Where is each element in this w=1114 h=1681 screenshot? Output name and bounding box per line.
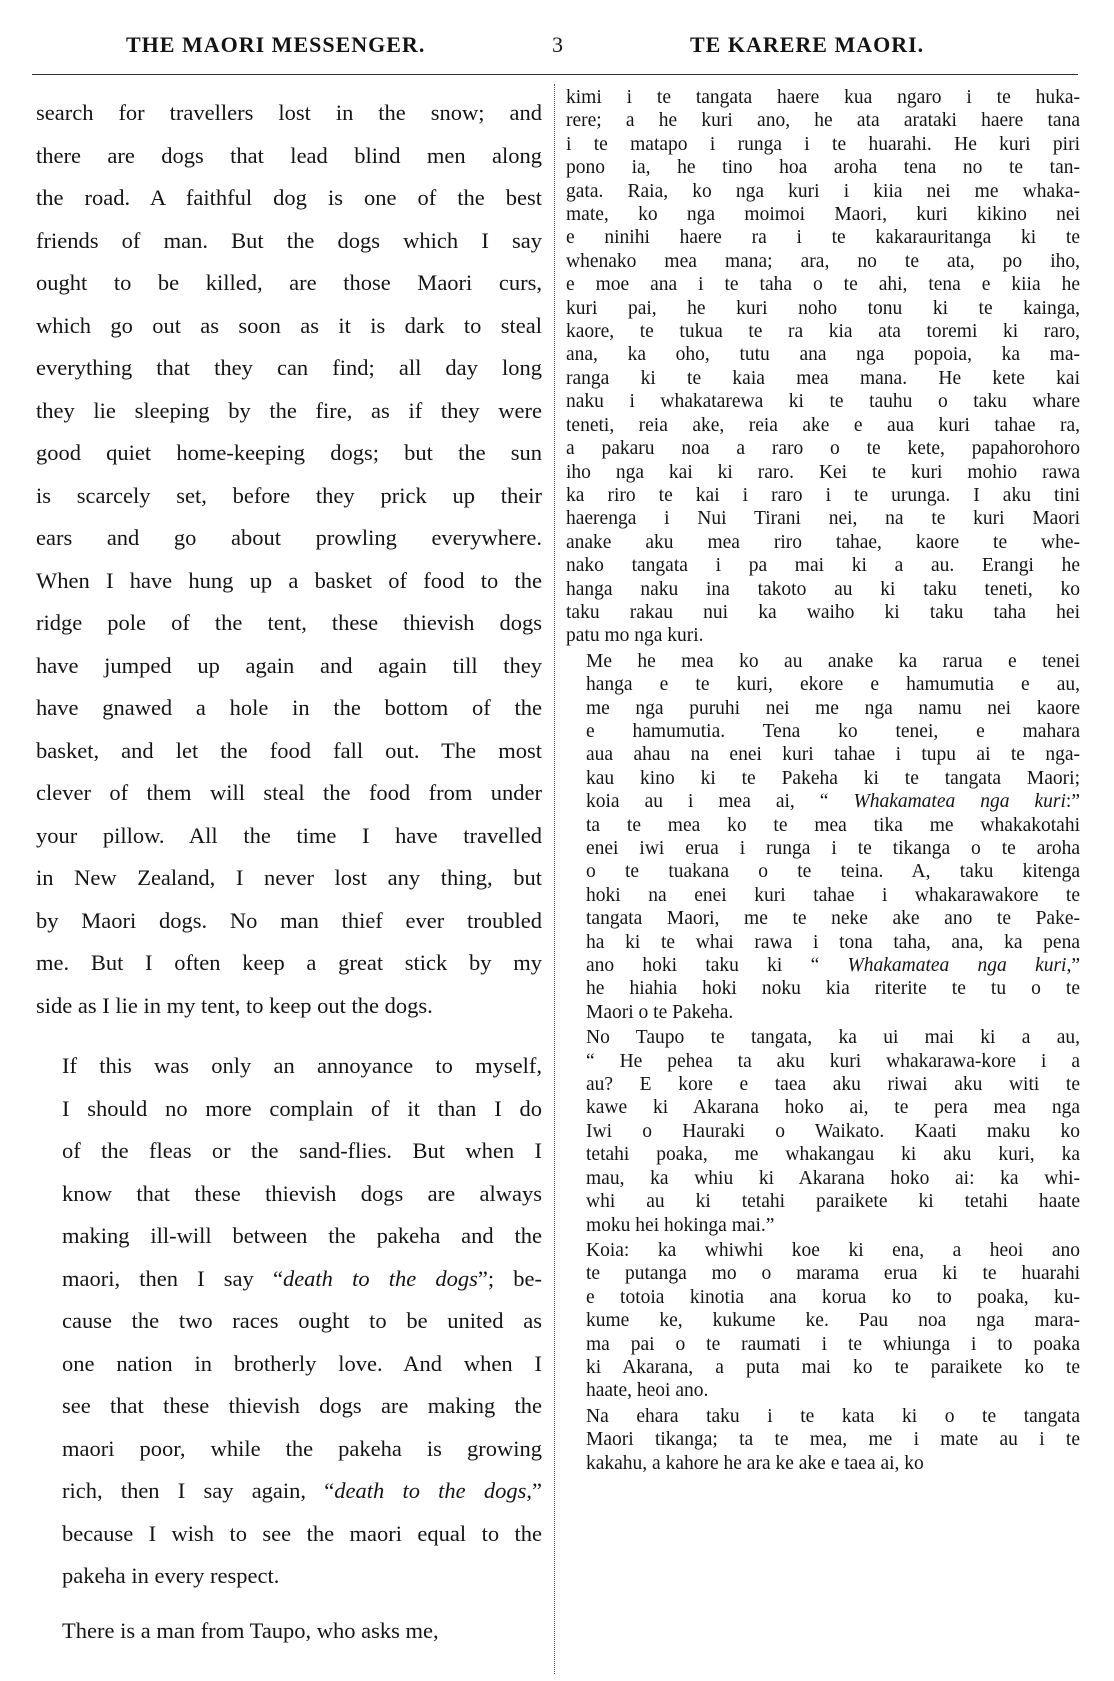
- text-line: have jumped up again and again till they: [36, 652, 542, 678]
- text-line: rich, then I say again, “death to the dogs,”: [62, 1478, 543, 1503]
- text-line: kume ke, kukume ke. Pau noa nga mara-: [586, 1310, 1080, 1332]
- text-line: No Taupo te tangata, ka ui mai ki a au,: [586, 1027, 1080, 1049]
- text-line: nako tangata i pa mai ki a au. Erangi he: [566, 555, 1080, 577]
- header-rule: [32, 74, 1078, 75]
- text-line: e totoia kinotia ana korua ko to poaka, ku-: [586, 1286, 1080, 1308]
- text-line: mate, ko nga moimoi Maori, kuri kikino nei: [566, 204, 1080, 226]
- text-line: hanga e te kuri, ekore e hamumutia e au,: [586, 674, 1080, 696]
- text-line: patu mo nga kuri.: [566, 625, 704, 647]
- text-line: au? E kore e taea aku riwai aku witi te: [586, 1074, 1080, 1096]
- text-line: i te matapo i runga i te huarahi. He kuri piri: [566, 133, 1080, 155]
- text-line: see that these thievish dogs are making the: [62, 1393, 542, 1418]
- text-line: Koia: ka whiwhi koe ki ena, a heoi ano: [586, 1239, 1080, 1261]
- text-line: ha ki te whai rawa i tona taha, ana, ka pena: [586, 931, 1080, 953]
- text-line: hoki na enei kuri tahae i whakarawakore te: [586, 884, 1080, 906]
- text-line: clever of them will steal the food from under: [36, 780, 542, 805]
- text-line: basket, and let the food fall out. The most: [36, 737, 542, 763]
- text-line: kakahu, a kahore he ara ke ake e taea ai, ko: [586, 1452, 924, 1474]
- text-line: a pakaru noa a raro o te kete, papahorohoro: [566, 438, 1080, 460]
- english-masthead: THE MAORI MESSENGER.: [126, 32, 426, 57]
- text-line: have gnawed a hole in the bottom of the: [36, 695, 542, 720]
- text-line: whi au ki tetahi paraikete ki tetahi haate: [586, 1191, 1080, 1213]
- text-line: Me he mea ko au anake ka rarua e tenei: [586, 650, 1080, 672]
- text-line: te putanga mo o marama erua ki te huarahi: [586, 1263, 1080, 1285]
- text-line: kawe ki Akarana hoko ai, te pera mea nga: [586, 1097, 1080, 1119]
- text-line: kaore, te tukua te ra kia ata toremi ki raro,: [566, 321, 1080, 343]
- text-line: which go out as soon as it is dark to steal: [36, 312, 542, 338]
- text-line: cause the two races ought to be united as: [62, 1308, 542, 1333]
- text-line: teneti, reia ake, reia ake e aua kuri tahae ra,: [566, 414, 1080, 436]
- text-line: maori, then I say “death to the dogs”; be-: [62, 1265, 543, 1291]
- text-line: whenako mea mana; ara, no te ata, po iho,: [566, 250, 1080, 272]
- text-line: know that these thievish dogs are always: [62, 1180, 542, 1206]
- right-column-paragraph: [566, 86, 1080, 648]
- text-line: Na ehara taku i te kata ki o te tangata: [586, 1405, 1080, 1427]
- text-line: mau, ka whiu ki Akarana hoko ai: ka whi-: [586, 1167, 1080, 1189]
- text-line: side as I lie in my tent, to keep out the dogs.: [36, 992, 433, 1018]
- text-line: tangata Maori, me te neke ake ano te Pake-: [586, 908, 1080, 930]
- text-line: I should no more complain of it than I do: [62, 1095, 542, 1121]
- text-line: pakeha in every respect.: [62, 1563, 280, 1588]
- text-line: kuri pai, he kuri noho tonu ki te kainga,: [566, 297, 1080, 319]
- text-line: gata. Raia, ko nga kuri i kiia nei me whaka-: [566, 180, 1080, 202]
- text-line: Iwi o Hauraki o Waikato. Kaati maku ko: [586, 1120, 1080, 1142]
- text-line: ridge pole of the tent, these thievish dogs: [36, 610, 542, 635]
- text-line: good quiet home-keeping dogs; but the sun: [36, 440, 542, 465]
- right-column-paragraph: [566, 1239, 1080, 1403]
- left-column-paragraph: [36, 1610, 542, 1653]
- text-line: Maori tikanga; ta te mea, me i mate au i te: [586, 1429, 1080, 1451]
- text-line: ma pai o te raumati i te whiunga i to poaka: [586, 1333, 1080, 1355]
- text-line: naku i whakatarewa ki te tauhu o taku whare: [566, 391, 1080, 413]
- text-line: rere; a he kuri ano, he ata arataki haere tana: [566, 110, 1080, 132]
- text-line: taku rakau nui ka waiho ki taku taha hei: [566, 601, 1080, 623]
- text-line: tetahi poaka, me whakangau ki aku kuri, ka: [586, 1144, 1080, 1166]
- text-line: e hamumutia. Tena ko tenei, e mahara: [586, 720, 1080, 742]
- text-line: ranga ki te kaia mea mana. He kete kai: [566, 367, 1080, 389]
- text-line: moku hei hokinga mai.”: [586, 1214, 775, 1236]
- text-line: haerenga i Nui Tirani nei, na te kuri Maori: [566, 508, 1080, 530]
- text-line: ta te mea ko te mea tika me whakakotahi: [586, 814, 1080, 836]
- page-number: 3: [552, 32, 564, 57]
- text-line: ka riro te kai i raro i te urunga. I aku tini: [566, 484, 1080, 506]
- text-line: haate, heoi ano.: [586, 1380, 709, 1402]
- text-line: ana, ka oho, tutu ana nga popoia, ka ma-: [566, 344, 1080, 366]
- text-line: ears and go about prowling everywhere.: [36, 525, 542, 550]
- text-line: by Maori dogs. No man thief ever troubled: [36, 907, 542, 933]
- text-line: pono ia, he tino hoa aroha tena no te tan-: [566, 157, 1080, 179]
- right-column-paragraph: [566, 650, 1080, 1025]
- text-line: ought to be killed, are those Maori curs,: [36, 270, 542, 295]
- text-line: kimi i te tangata haere kua ngaro i te huka-: [566, 87, 1080, 108]
- text-line: kau kino ki te Pakeha ki te tangata Maori;: [586, 767, 1080, 789]
- text-line: enei iwi erua i runga i te tikanga o te aroha: [586, 838, 1080, 859]
- text-line: When I have hung up a basket of food to the: [36, 567, 542, 593]
- text-line: hanga naku ina takoto au ki taku teneti, ko: [566, 578, 1080, 600]
- text-line: maori poor, while the pakeha is growing: [62, 1435, 542, 1461]
- text-line: because I wish to see the maori equal to the: [62, 1520, 542, 1546]
- text-line: search for travellers lost in the snow; and: [36, 100, 542, 125]
- text-line: everything that they can find; all day long: [36, 355, 542, 380]
- text-line: friends of man. But the dogs which I say: [36, 227, 542, 253]
- text-line: there are dogs that lead blind men along: [36, 142, 542, 168]
- text-line: in New Zealand, I never lost any thing, but: [36, 865, 542, 890]
- left-column-paragraph: [36, 1045, 542, 1598]
- text-line: There is a man from Taupo, who asks me,: [62, 1617, 439, 1643]
- text-line: anake aku mea riro tahae, kaore te whe-: [566, 531, 1080, 553]
- left-column-paragraph: [36, 92, 542, 1027]
- maori-column: [566, 86, 1080, 1475]
- text-line: Maori o te Pakeha.: [586, 1001, 734, 1023]
- text-line: “ He pehea ta aku kuri whakarawa-kore i a: [586, 1050, 1080, 1072]
- text-line: ano hoki taku ki “ Whakamatea nga kuri,”: [586, 955, 1081, 977]
- text-line: they lie sleeping by the fire, as if they were: [36, 397, 542, 423]
- text-line: he hiahia hoki noku kia riterite te tu o te: [586, 978, 1080, 1000]
- text-line: the road. A faithful dog is one of the best: [36, 185, 542, 210]
- text-line: of the fleas or the sand-flies. But when I: [62, 1138, 542, 1163]
- text-line: If this was only an annoyance to myself,: [62, 1053, 542, 1078]
- text-line: making ill-will between the pakeha and the: [62, 1223, 542, 1248]
- text-line: ki Akarana, a puta mai ko te paraikete ko te: [586, 1356, 1080, 1378]
- english-column: [36, 92, 542, 1652]
- text-line: me nga puruhi nei me nga namu nei kaore: [586, 697, 1080, 719]
- text-line: your pillow. All the time I have travelled: [36, 822, 542, 848]
- text-line: o te tuakana o te teina. A, taku kitenga: [586, 861, 1080, 883]
- column-divider: [554, 84, 555, 1674]
- text-line: aua ahau na enei kuri tahae i tupu ai te nga-: [586, 744, 1080, 766]
- right-column-paragraph: [566, 1026, 1080, 1237]
- maori-masthead: TE KARERE MAORI.: [690, 32, 925, 57]
- text-line: is scarcely set, before they prick up their: [36, 482, 542, 508]
- page-header: [0, 32, 1114, 64]
- text-line: iho nga kai ki raro. Kei te kuri mohio rawa: [566, 461, 1080, 483]
- text-line: me. But I often keep a great stick by my: [36, 950, 542, 975]
- text-line: koia au i mea ai, “ Whakamatea nga kuri:”: [586, 791, 1080, 813]
- right-column-paragraph: [566, 1405, 1080, 1475]
- text-line: e ninihi haere ra i te kakarauritanga ki te: [566, 227, 1080, 249]
- text-line: e moe ana i te taha o te ahi, tena e kiia he: [566, 274, 1080, 296]
- text-line: one nation in brotherly love. And when I: [62, 1350, 542, 1376]
